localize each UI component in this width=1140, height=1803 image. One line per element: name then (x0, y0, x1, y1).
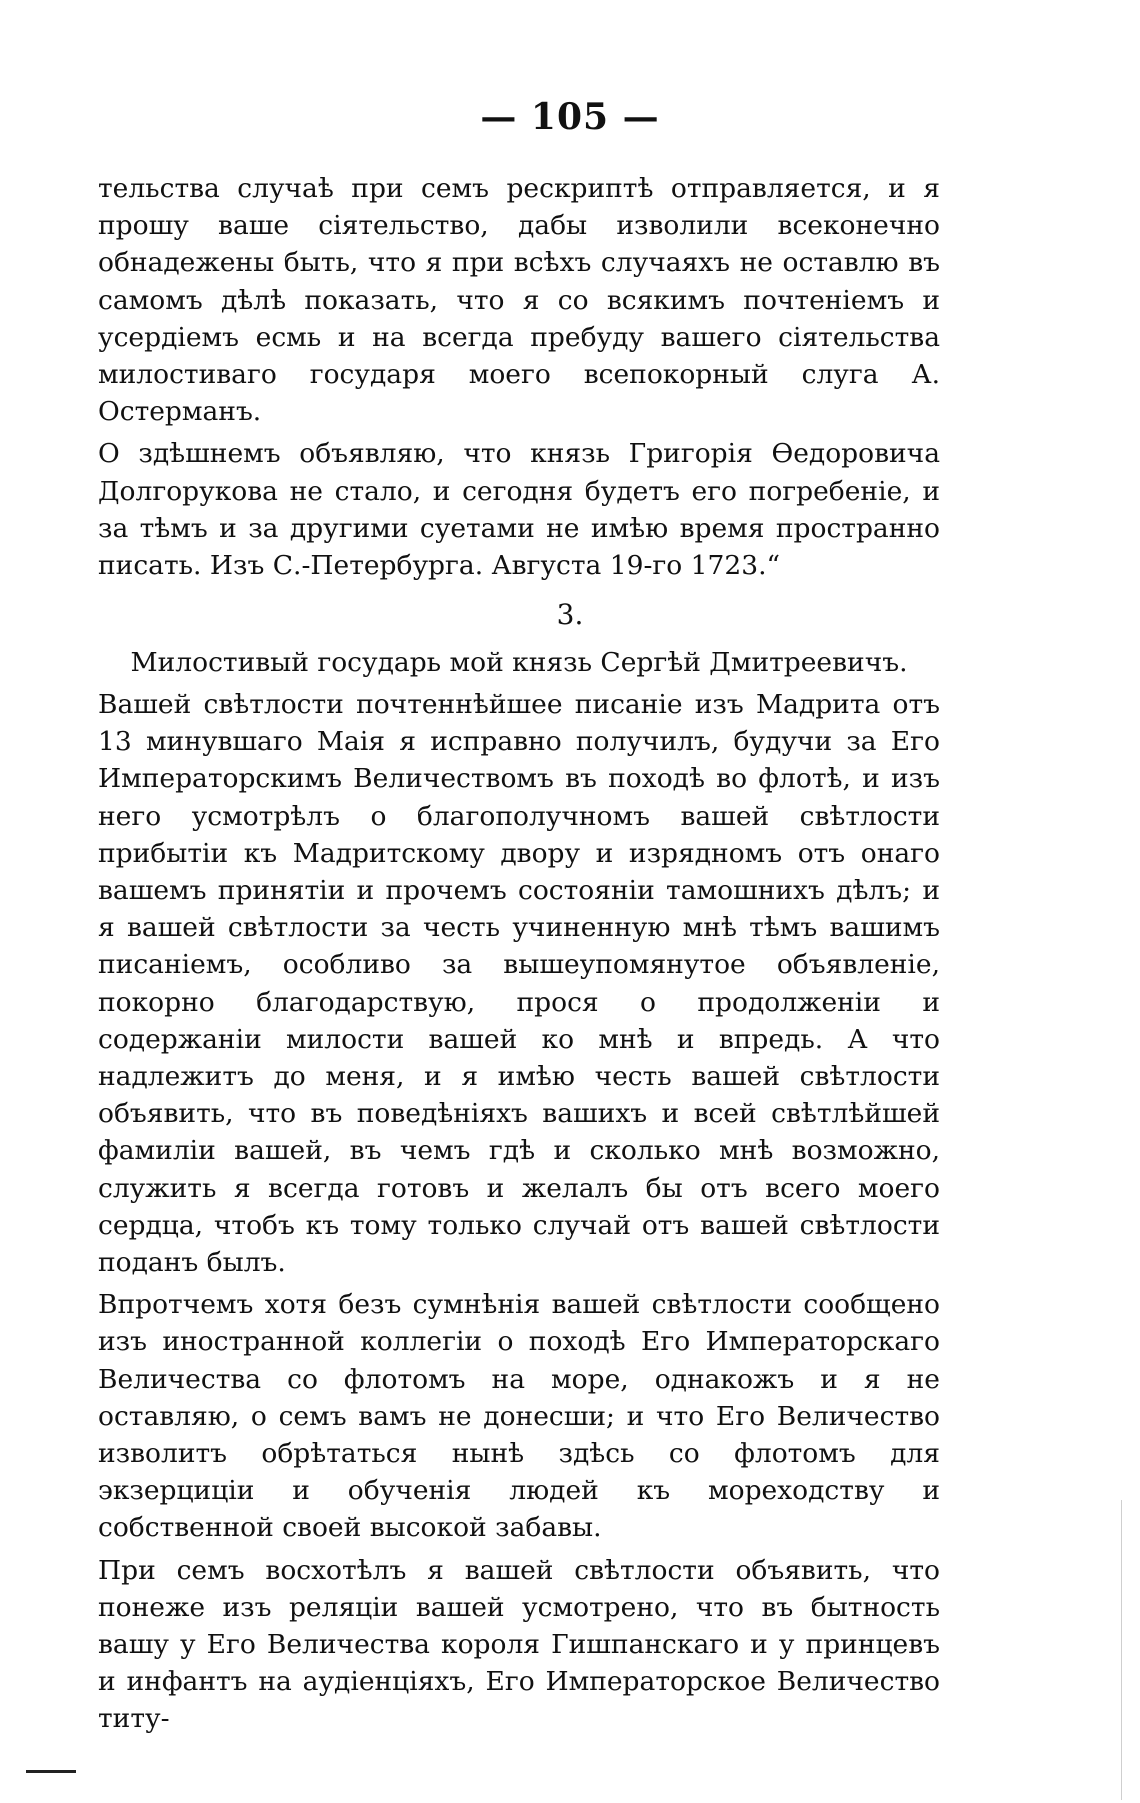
letter-paragraph: Вашей свѣтлости почтеннѣйшее писаніе изъ Мадрита отъ 13 минувшаго Маія я исправно получилъ, будучи за Его Императорскимъ Величествомъ въ походѣ во флотѣ, и изъ него усмотрѣлъ о благополучномъ вашей свѣтлости прибытіи къ Мадритскому двору и изрядномъ отъ онаго вашемъ принятіи и прочемъ состояніи тамошнихъ дѣлъ; и я вашей свѣтлости за честь учиненную мнѣ тѣмъ вашимъ писаніемъ, особливо за вышеупомянутое объявленіе, покорно благодарствую, прося о продолженіи и содержаніи милости вашей ко мнѣ и впредь. А что надлежитъ до меня, и я имѣю честь вашей свѣтлости объявить, что въ поведѣніяхъ вашихъ и всей свѣтлѣйшей фамиліи вашей, въ чемъ гдѣ и сколько мнѣ возможно, служить я всегда готовъ и желалъ бы отъ всего моего сердца, чтобъ къ тому только случай отъ вашей свѣтлости поданъ былъ. (98, 689, 940, 1279)
scan-edge-line (1121, 1500, 1122, 1800)
salutation: Милостивый государь мой князь Сергѣй Дмитреевичъ. (130, 647, 908, 678)
section-number: 3. (556, 598, 584, 631)
page-number: — 105 — (480, 96, 660, 138)
scan-artifact-mark (26, 1770, 76, 1773)
letter-ending (98, 170, 940, 584)
letter-paragraph: При семъ восхотѣлъ я вашей свѣтлости объявить, что понеже изъ реляціи вашей усмотрено, что въ бытность вашу у Его Величества короля Гишпанскаго и у принцевъ и инфантъ на аудіенціяхъ, Его Императорское Величество титу- (98, 1554, 940, 1735)
letter-body (98, 686, 940, 1738)
letter-paragraph: Впротчемъ хотя безъ сумнѣнія вашей свѣтлости сообщено изъ иностранной коллегіи о походѣ Его Императорскаго Величества со флотомъ на море, однакожъ и я не оставляю, о семъ вамъ не донесши; и что Его Величество изволитъ обрѣтаться нынѣ здѣсь со флотомъ для экзерциціи и обученія людей къ мореходству и собственной своей высокой забавы. (98, 1289, 940, 1544)
letter-ending-paragraph: тельства случаѣ при семъ рескриптѣ отправляется, и я прошу ваше сіятельство, дабы изволили всеконечно обнадежены быть, что я при всѣхъ случаяхъ не оставлю въ самомъ дѣлѣ показать, что я со всякимъ почтеніемъ и усердіемъ есмь и на всегда пребуду вашего сіятельства милостиваго государя моего всепокорный слуга А. Остерманъ. (98, 173, 940, 428)
postscript-paragraph: О здѣшнемъ объявляю, что князь Григорія Ѳедоровича Долгорукова не стало, и сегодня будетъ его погребеніе, и за тѣмъ и за другими суетами не имѣю время пространно писать. Изъ С.-Петербурга. Августа 19-го 1723.“ (98, 438, 940, 582)
